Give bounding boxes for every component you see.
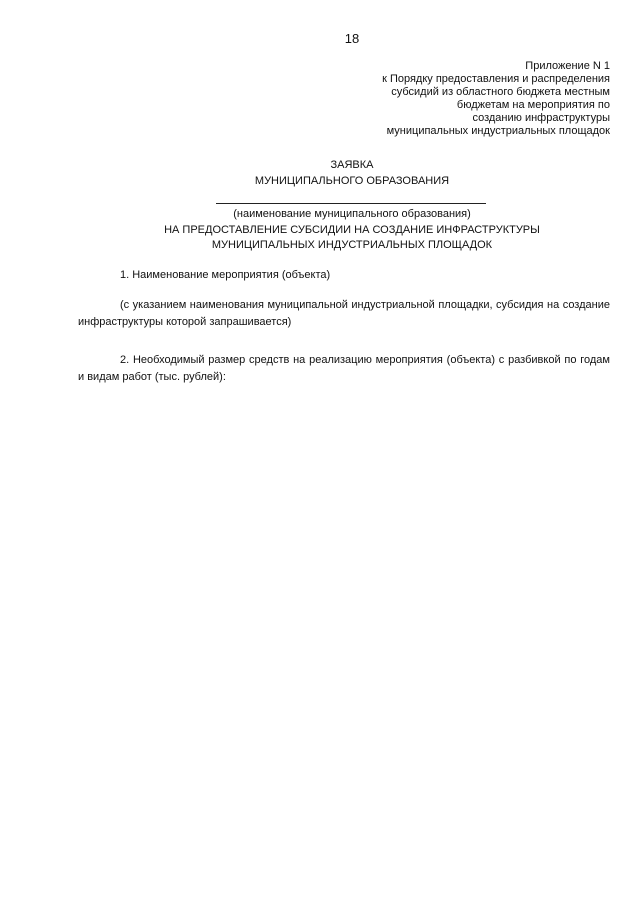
item-1: 1. Наименование мероприятия (объекта): [120, 269, 331, 281]
item-1-note: (с указанием наименования муниципальной индустриальной площадки, субсидия на создание инфраструктуры которой запрашивается): [78, 299, 610, 328]
appendix-line: к Порядку предоставления и распределения: [382, 73, 610, 85]
title-line: МУНИЦИПАЛЬНОГО ОБРАЗОВАНИЯ: [254, 174, 450, 187]
appendix-line: бюджетам на мероприятия по: [456, 99, 610, 111]
appendix-header: [310, 60, 610, 138]
fill-in-line: [216, 203, 486, 204]
appendix-line: созданию инфраструктуры: [472, 112, 610, 124]
item-2: 2. Необходимый размер средств на реализацию мероприятия (объекта) с разбивкой по годам и видам работ (тыс. рублей):: [78, 354, 610, 383]
subtitle-line: МУНИЦИПАЛЬНЫХ ИНДУСТРИАЛЬНЫХ ПЛОЩАДОК: [211, 239, 493, 251]
fill-in-hint: (наименование муниципального образования): [233, 208, 471, 220]
page-number: 18: [344, 31, 360, 46]
appendix-line: Приложение N 1: [525, 60, 610, 72]
subtitle-line: НА ПРЕДОСТАВЛЕНИЕ СУБСИДИИ НА СОЗДАНИЕ ИНФРАСТРУКТУРЫ: [164, 223, 540, 236]
appendix-line: субсидий из областного бюджета местным: [391, 86, 610, 98]
title-line: ЗАЯВКА: [330, 159, 374, 171]
appendix-line: муниципальных индустриальных площадок: [386, 125, 610, 137]
document-title: [0, 158, 640, 189]
document-subtitle: [0, 207, 640, 254]
